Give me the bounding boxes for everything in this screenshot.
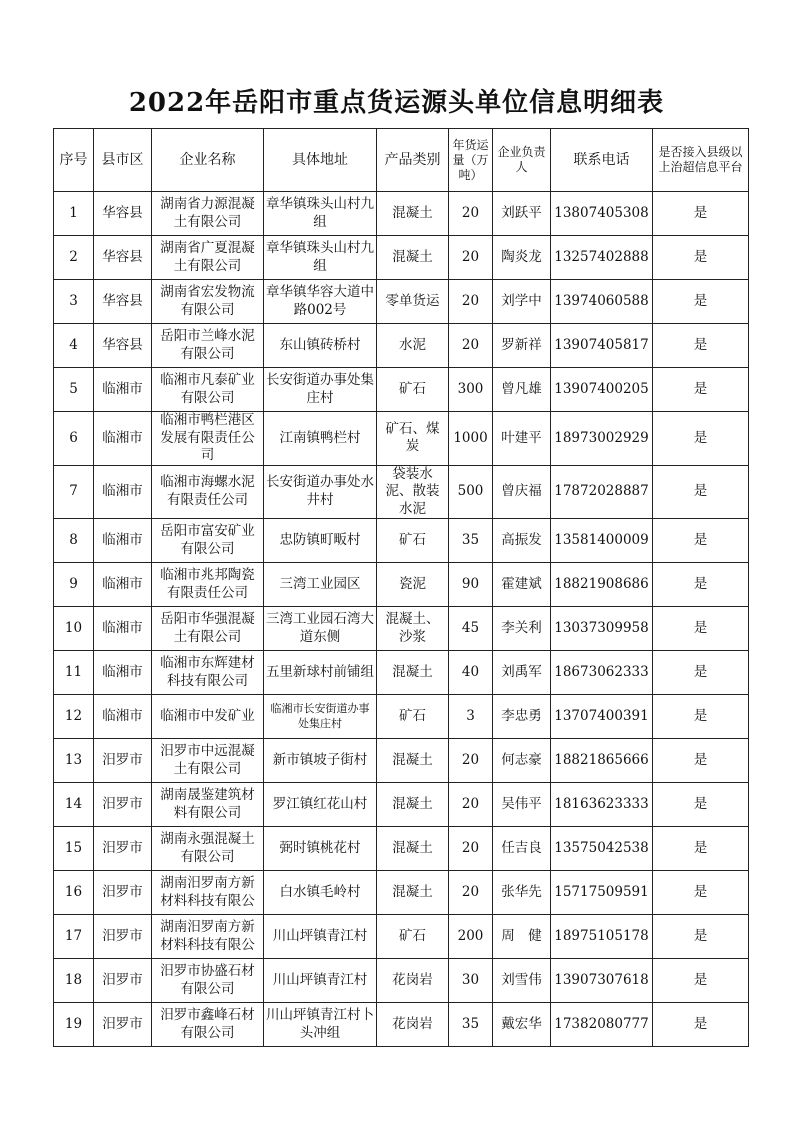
cell-manager: 吴伟平 <box>493 783 551 827</box>
table-row <box>54 783 749 827</box>
cell-county: 临湘市 <box>94 695 152 739</box>
cell-product: 混凝土 <box>377 739 449 783</box>
header-phone: 联系电话 <box>551 129 653 192</box>
cell-company: 湖南省宏发物流有限公司 <box>152 280 264 324</box>
table-row <box>54 236 749 280</box>
cell-address: 川山坪镇青江村 <box>264 959 377 1003</box>
cell-product: 混凝土 <box>377 871 449 915</box>
cell-phone: 18975105178 <box>551 915 653 959</box>
cell-manager: 刘学中 <box>493 280 551 324</box>
cell-manager: 戴宏华 <box>493 1003 551 1047</box>
cell-county: 临湘市 <box>94 412 152 466</box>
cell-manager: 高振发 <box>493 519 551 563</box>
cell-address: 罗江镇红花山村 <box>264 783 377 827</box>
cell-phone: 18821865666 <box>551 739 653 783</box>
cell-county: 华容县 <box>94 324 152 368</box>
cell-platform: 是 <box>653 783 749 827</box>
cell-platform: 是 <box>653 192 749 236</box>
freight-source-table <box>53 128 749 1047</box>
cell-volume: 20 <box>449 280 493 324</box>
cell-product: 混凝土 <box>377 783 449 827</box>
cell-index: 5 <box>54 368 94 412</box>
cell-index: 9 <box>54 563 94 607</box>
table-row <box>54 695 749 739</box>
cell-product: 矿石 <box>377 695 449 739</box>
cell-county: 汨罗市 <box>94 871 152 915</box>
cell-company: 临湘市兆邦陶瓷有限责任公司 <box>152 563 264 607</box>
cell-volume: 45 <box>449 607 493 651</box>
cell-volume: 20 <box>449 324 493 368</box>
cell-volume: 35 <box>449 519 493 563</box>
cell-index: 17 <box>54 915 94 959</box>
cell-company: 岳阳市华强混凝土有限公司 <box>152 607 264 651</box>
cell-product: 花岗岩 <box>377 959 449 1003</box>
cell-phone: 13907400205 <box>551 368 653 412</box>
table-row <box>54 827 749 871</box>
cell-address: 章华镇华容大道中路002号 <box>264 280 377 324</box>
cell-county: 临湘市 <box>94 563 152 607</box>
table-body <box>54 192 749 1047</box>
cell-phone: 13037309958 <box>551 607 653 651</box>
cell-county: 华容县 <box>94 236 152 280</box>
cell-address: 章华镇珠头山村九组 <box>264 236 377 280</box>
cell-manager: 李忠勇 <box>493 695 551 739</box>
table-row <box>54 519 749 563</box>
table-row <box>54 651 749 695</box>
cell-company: 岳阳市富安矿业有限公司 <box>152 519 264 563</box>
cell-manager: 霍建斌 <box>493 563 551 607</box>
cell-index: 1 <box>54 192 94 236</box>
cell-county: 汨罗市 <box>94 827 152 871</box>
cell-address: 新市镇坡子街村 <box>264 739 377 783</box>
cell-address: 川山坪镇青江村卜头冲组 <box>264 1003 377 1047</box>
table-row <box>54 959 749 1003</box>
cell-product: 矿石 <box>377 519 449 563</box>
cell-manager: 张华先 <box>493 871 551 915</box>
cell-company: 汨罗市鑫峰石材有限公司 <box>152 1003 264 1047</box>
cell-volume: 20 <box>449 783 493 827</box>
document-title: 2022年岳阳市重点货运源头单位信息明细表 <box>128 88 665 118</box>
cell-manager: 叶建平 <box>493 412 551 466</box>
cell-index: 13 <box>54 739 94 783</box>
cell-phone: 13707400391 <box>551 695 653 739</box>
table-row <box>54 1003 749 1047</box>
cell-platform: 是 <box>653 695 749 739</box>
table-row <box>54 280 749 324</box>
cell-product: 矿石、煤炭 <box>377 412 449 466</box>
cell-product: 水泥 <box>377 324 449 368</box>
cell-county: 华容县 <box>94 192 152 236</box>
cell-phone: 18673062333 <box>551 651 653 695</box>
cell-phone: 13581400009 <box>551 519 653 563</box>
cell-phone: 17872028887 <box>551 465 653 519</box>
cell-platform: 是 <box>653 563 749 607</box>
cell-manager: 曾凡雄 <box>493 368 551 412</box>
cell-county: 临湘市 <box>94 519 152 563</box>
cell-phone: 13807405308 <box>551 192 653 236</box>
cell-county: 临湘市 <box>94 607 152 651</box>
cell-volume: 3 <box>449 695 493 739</box>
cell-address: 忠防镇町畈村 <box>264 519 377 563</box>
cell-company: 湖南省广夏混凝土有限公司 <box>152 236 264 280</box>
cell-platform: 是 <box>653 915 749 959</box>
cell-index: 16 <box>54 871 94 915</box>
cell-volume: 20 <box>449 236 493 280</box>
cell-county: 汨罗市 <box>94 739 152 783</box>
cell-index: 14 <box>54 783 94 827</box>
cell-company: 临湘市中发矿业 <box>152 695 264 739</box>
header-address: 具体地址 <box>264 129 377 192</box>
header-index: 序号 <box>54 129 94 192</box>
cell-company: 临湘市海螺水泥有限责任公司 <box>152 465 264 519</box>
cell-volume: 90 <box>449 563 493 607</box>
header-county: 县市区 <box>94 129 152 192</box>
cell-platform: 是 <box>653 1003 749 1047</box>
header-manager: 企业负责人 <box>493 129 551 192</box>
cell-manager: 李关利 <box>493 607 551 651</box>
table-row <box>54 607 749 651</box>
cell-manager: 罗新祥 <box>493 324 551 368</box>
cell-platform: 是 <box>653 280 749 324</box>
cell-address: 白水镇毛岭村 <box>264 871 377 915</box>
cell-phone: 15717509591 <box>551 871 653 915</box>
table-row <box>54 465 749 519</box>
cell-phone: 13907307618 <box>551 959 653 1003</box>
cell-county: 华容县 <box>94 280 152 324</box>
cell-county: 汨罗市 <box>94 915 152 959</box>
header-company: 企业名称 <box>152 129 264 192</box>
cell-volume: 30 <box>449 959 493 1003</box>
cell-phone: 13575042538 <box>551 827 653 871</box>
cell-index: 19 <box>54 1003 94 1047</box>
table-row <box>54 324 749 368</box>
cell-index: 15 <box>54 827 94 871</box>
cell-manager: 刘禹军 <box>493 651 551 695</box>
cell-phone: 13907405817 <box>551 324 653 368</box>
cell-product: 矿石 <box>377 915 449 959</box>
table-row <box>54 915 749 959</box>
header-platform: 是否接入县级以上治超信息平台 <box>653 129 749 192</box>
cell-county: 汨罗市 <box>94 1003 152 1047</box>
cell-volume: 200 <box>449 915 493 959</box>
cell-company: 临湘市东辉建材科技有限公司 <box>152 651 264 695</box>
cell-index: 7 <box>54 465 94 519</box>
cell-manager: 何志豪 <box>493 739 551 783</box>
cell-company: 临湘市凡泰矿业有限公司 <box>152 368 264 412</box>
table-row <box>54 192 749 236</box>
cell-product: 矿石 <box>377 368 449 412</box>
cell-phone: 17382080777 <box>551 1003 653 1047</box>
cell-platform: 是 <box>653 412 749 466</box>
cell-product: 混凝土 <box>377 236 449 280</box>
cell-platform: 是 <box>653 651 749 695</box>
cell-phone: 18821908686 <box>551 563 653 607</box>
cell-phone: 13257402888 <box>551 236 653 280</box>
table-row <box>54 563 749 607</box>
cell-product: 混凝土 <box>377 192 449 236</box>
cell-manager: 刘跃平 <box>493 192 551 236</box>
cell-address: 东山镇砖桥村 <box>264 324 377 368</box>
cell-volume: 20 <box>449 192 493 236</box>
cell-index: 12 <box>54 695 94 739</box>
cell-manager: 陶炎龙 <box>493 236 551 280</box>
cell-company: 湖南省力源混凝土有限公司 <box>152 192 264 236</box>
cell-phone: 18973002929 <box>551 412 653 466</box>
cell-county: 汨罗市 <box>94 783 152 827</box>
cell-company: 湖南永强混凝土有限公司 <box>152 827 264 871</box>
cell-address: 江南镇鸭栏村 <box>264 412 377 466</box>
cell-address: 三湾工业园区 <box>264 563 377 607</box>
cell-product: 混凝土 <box>377 651 449 695</box>
cell-index: 4 <box>54 324 94 368</box>
cell-address: 长安街道办事处集庄村 <box>264 368 377 412</box>
cell-volume: 20 <box>449 871 493 915</box>
cell-product: 混凝土 <box>377 827 449 871</box>
cell-phone: 13974060588 <box>551 280 653 324</box>
cell-volume: 40 <box>449 651 493 695</box>
cell-platform: 是 <box>653 607 749 651</box>
cell-county: 汨罗市 <box>94 959 152 1003</box>
cell-address: 长安街道办事处水井村 <box>264 465 377 519</box>
cell-company: 湖南汨罗南方新材料科技有限公 <box>152 915 264 959</box>
cell-product: 瓷泥 <box>377 563 449 607</box>
cell-index: 2 <box>54 236 94 280</box>
cell-manager: 曾庆福 <box>493 465 551 519</box>
cell-company: 岳阳市兰峰水泥有限公司 <box>152 324 264 368</box>
cell-manager: 周 健 <box>493 915 551 959</box>
cell-company: 临湘市鸭栏港区发展有限责任公司 <box>152 412 264 466</box>
cell-county: 临湘市 <box>94 465 152 519</box>
cell-platform: 是 <box>653 959 749 1003</box>
cell-volume: 20 <box>449 827 493 871</box>
cell-platform: 是 <box>653 519 749 563</box>
header-product: 产品类别 <box>377 129 449 192</box>
cell-platform: 是 <box>653 871 749 915</box>
cell-address: 三湾工业园石湾大道东侧 <box>264 607 377 651</box>
table-header-row <box>54 129 749 192</box>
header-volume: 年货运量（万吨） <box>449 129 493 192</box>
cell-address: 弼时镇桃花村 <box>264 827 377 871</box>
cell-index: 10 <box>54 607 94 651</box>
cell-volume: 35 <box>449 1003 493 1047</box>
cell-platform: 是 <box>653 368 749 412</box>
cell-volume: 300 <box>449 368 493 412</box>
cell-product: 袋装水泥、散装水泥 <box>377 465 449 519</box>
cell-index: 6 <box>54 412 94 466</box>
cell-volume: 500 <box>449 465 493 519</box>
cell-volume: 1000 <box>449 412 493 466</box>
cell-volume: 20 <box>449 739 493 783</box>
cell-company: 汨罗市协盛石材有限公司 <box>152 959 264 1003</box>
cell-index: 3 <box>54 280 94 324</box>
cell-phone: 18163623333 <box>551 783 653 827</box>
table-row <box>54 871 749 915</box>
cell-product: 花岗岩 <box>377 1003 449 1047</box>
cell-address: 临湘市长安街道办事处集庄村 <box>264 695 377 739</box>
table-row <box>54 412 749 466</box>
cell-company: 汨罗市中远混凝土有限公司 <box>152 739 264 783</box>
cell-platform: 是 <box>653 827 749 871</box>
cell-platform: 是 <box>653 236 749 280</box>
cell-index: 8 <box>54 519 94 563</box>
cell-address: 川山坪镇青江村 <box>264 915 377 959</box>
cell-index: 11 <box>54 651 94 695</box>
cell-company: 湖南晟鉴建筑材料有限公司 <box>152 783 264 827</box>
cell-platform: 是 <box>653 739 749 783</box>
cell-product: 混凝土、沙浆 <box>377 607 449 651</box>
cell-index: 18 <box>54 959 94 1003</box>
cell-address: 章华镇珠头山村九组 <box>264 192 377 236</box>
cell-address: 五里新球村前铺组 <box>264 651 377 695</box>
table-row <box>54 739 749 783</box>
cell-product: 零单货运 <box>377 280 449 324</box>
cell-platform: 是 <box>653 324 749 368</box>
table-row <box>54 368 749 412</box>
cell-platform: 是 <box>653 465 749 519</box>
cell-company: 湖南汨罗南方新材料科技有限公 <box>152 871 264 915</box>
cell-county: 临湘市 <box>94 651 152 695</box>
cell-manager: 任吉良 <box>493 827 551 871</box>
cell-manager: 刘雪伟 <box>493 959 551 1003</box>
cell-county: 临湘市 <box>94 368 152 412</box>
